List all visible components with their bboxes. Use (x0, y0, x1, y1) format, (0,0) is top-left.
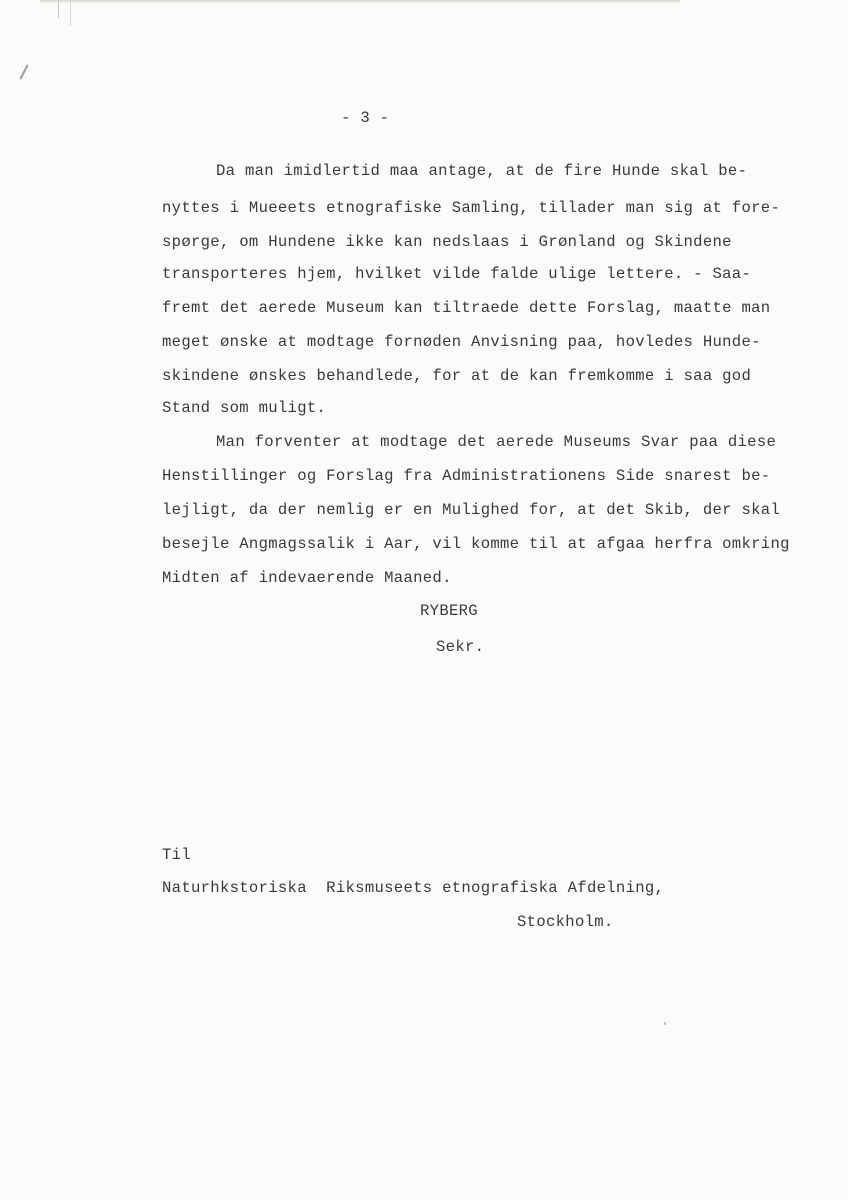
paper-speck (664, 1022, 666, 1025)
body-line: skindene ønskes behandlede, for at de kan fremkomme i saa god (162, 367, 752, 385)
pencil-mark (19, 64, 28, 79)
body-line: lejligt, da der nemlig er en Mulighed for, at det Skib, der skal (162, 501, 781, 519)
paper-crease-mark (58, 0, 59, 18)
body-line: Henstillinger og Forslag fra Administrationens Side snarest be- (162, 467, 771, 485)
signature-name: RYBERG (420, 602, 478, 620)
body-line: spørge, om Hundene ikke kan nedslaas i Grønland og Skindene (162, 233, 732, 251)
address-salutation: Til (162, 846, 191, 864)
paper-crease-mark (70, 0, 71, 26)
body-line: Man forventer at modtage det aerede Museums Svar paa diese (216, 433, 777, 451)
page-number: - 3 - (341, 109, 390, 127)
body-line: transporteres hjem, hvilket vilde falde ulige lettere. - Saa- (162, 265, 752, 283)
address-recipient: Naturhkstoriska Riksmuseets etnografiska Afdelning, (162, 879, 665, 897)
body-line: nyttes i Mueeets etnografiske Samling, tillader man sig at fore- (162, 199, 781, 217)
body-line: besejle Angmagssalik i Aar, vil komme til at afgaa herfra omkring (162, 535, 790, 553)
body-line: Stand som muligt. (162, 399, 327, 417)
paper-top-edge (40, 0, 680, 4)
address-city: Stockholm. (517, 913, 614, 931)
body-line: Midten af indevaerende Maaned. (162, 569, 452, 587)
body-line: meget ønske at modtage fornøden Anvisning paa, hovledes Hunde- (162, 333, 761, 351)
signature-title: Sekr. (436, 638, 485, 656)
body-line: Da man imidlertid maa antage, at de fire Hunde skal be- (216, 162, 748, 180)
body-line: fremt det aerede Museum kan tiltraede dette Forslag, maatte man (162, 299, 771, 317)
